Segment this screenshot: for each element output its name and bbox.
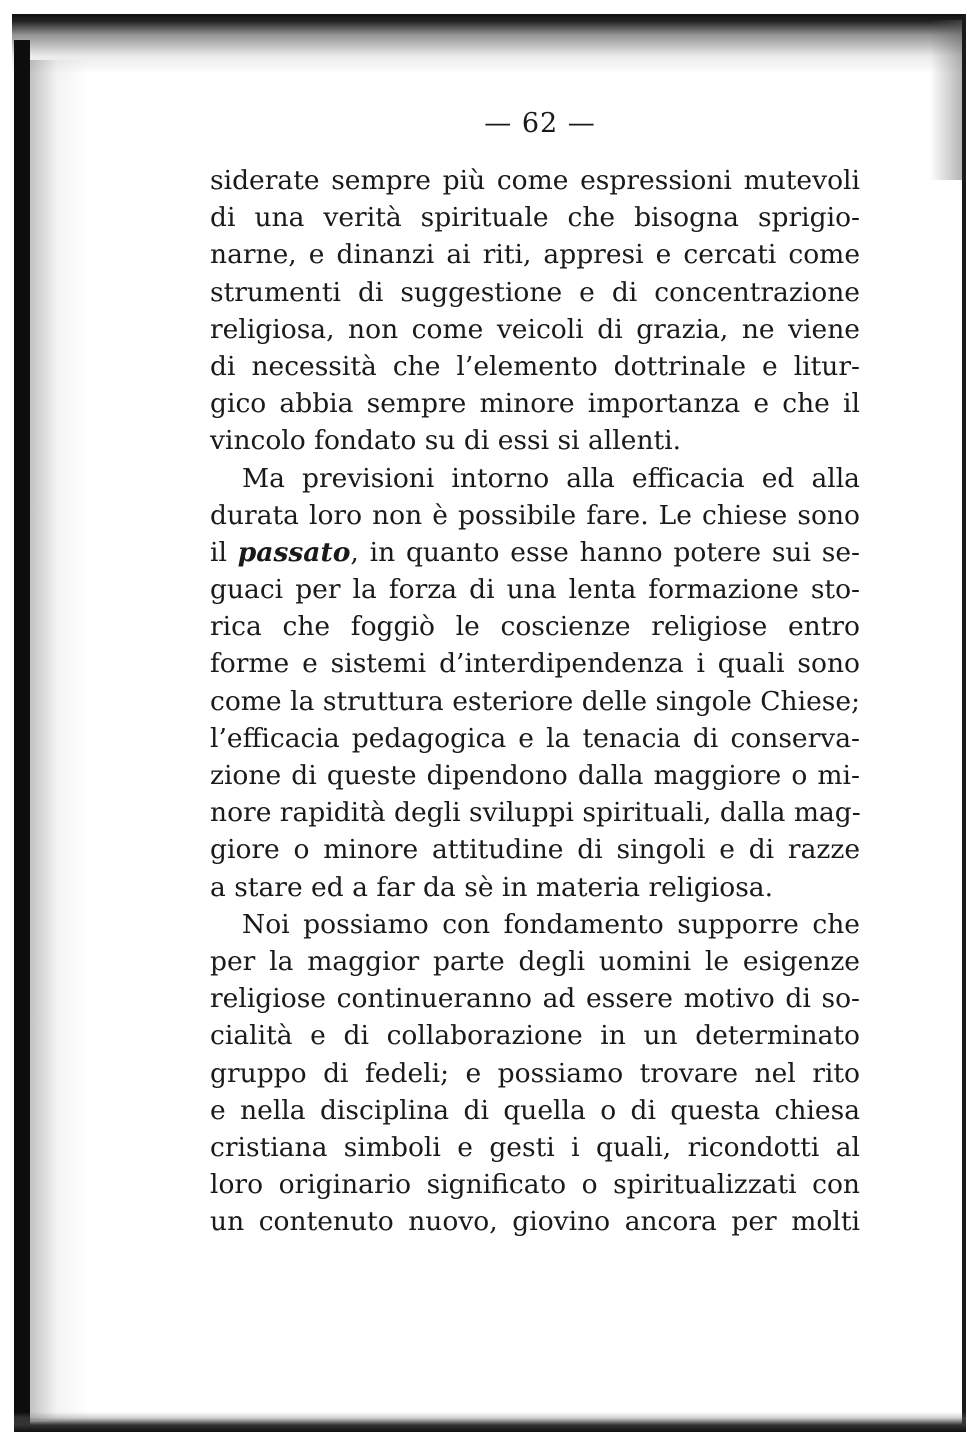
text-line: cristiana simboli e gesti i quali, ricondotti al <box>210 1131 860 1163</box>
scan-edge-right <box>962 14 966 1430</box>
text-line: come la struttura esteriore delle singole Chiese; <box>210 685 860 717</box>
text-line: religiosa, non come veicoli di grazia, ne viene <box>210 313 860 345</box>
text-line: nore rapidità degli sviluppi spirituali, dalla mag- <box>210 797 861 829</box>
text-line: gico abbia sempre minore importanza e che il <box>210 388 860 420</box>
text-line: un contenuto nuovo, giovino ancora per molti <box>210 1206 860 1238</box>
body-text <box>210 162 860 1240</box>
text-line: per la maggior parte degli uomini le esigenze <box>210 945 860 977</box>
text-line: rica che foggiò le coscienze religiose entro <box>210 611 860 643</box>
scan-shadow-left <box>30 60 90 1420</box>
text-line: religiose continueranno ad essere motivo di so- <box>210 983 860 1015</box>
text-line: vincolo fondato su di essi si allenti. <box>210 425 682 457</box>
text-line: a stare ed a far da sè in materia religiosa. <box>210 871 774 903</box>
text-line: strumenti di suggestione e di concentrazione <box>210 276 860 308</box>
text-line-with-emphasis <box>210 534 860 571</box>
text-line: loro originario significato o spiritualizzati con <box>210 1169 860 1201</box>
text-line: narne, e dinanzi ai riti, appresi e cercati come <box>210 239 860 271</box>
text-line: giore o minore attitudine di singoli e di razze <box>210 834 860 866</box>
text-line: zione di queste dipendono dalla maggiore o mi- <box>210 760 860 791</box>
text-line: Ma previsioni intorno alla efficacia ed alla <box>242 462 860 494</box>
scan-edge-top <box>12 14 962 74</box>
text-line: siderate sempre più come espressioni mutevoli <box>210 165 860 196</box>
text-line: di una verità spirituale che bisogna sprigio- <box>210 202 860 234</box>
text-line: cialità e di collaborazione in un determinato <box>210 1020 860 1052</box>
scan-shadow-right <box>930 20 962 180</box>
text-line: l’efficacia pedagogica e la tenacia di conserva- <box>210 722 860 754</box>
text-line: e nella disciplina di quella o di questa chiesa <box>210 1094 860 1126</box>
text-line: gruppo di fedeli; e possiamo trovare nel rito <box>210 1057 860 1089</box>
emphasized-word: passato <box>237 536 351 568</box>
page-number: — 62 — <box>484 108 596 139</box>
text-line: di necessità che l’elemento dottrinale e litur- <box>210 350 860 382</box>
text-line: Noi possiamo con fondamento supporre che <box>242 908 860 940</box>
text-line: durata loro non è possibile fare. Le chiese sono <box>210 499 860 531</box>
scan-edge-left <box>14 40 30 1430</box>
scan-edge-bottom <box>14 1412 966 1432</box>
text-segment: , in quanto esse hanno potere sui se- <box>350 536 860 568</box>
text-line: forme e sistemi d’interdipendenza i quali sono <box>210 648 860 680</box>
text-line: guaci per la forza di una lenta formazione sto- <box>210 574 860 606</box>
text-segment: il <box>210 536 238 568</box>
